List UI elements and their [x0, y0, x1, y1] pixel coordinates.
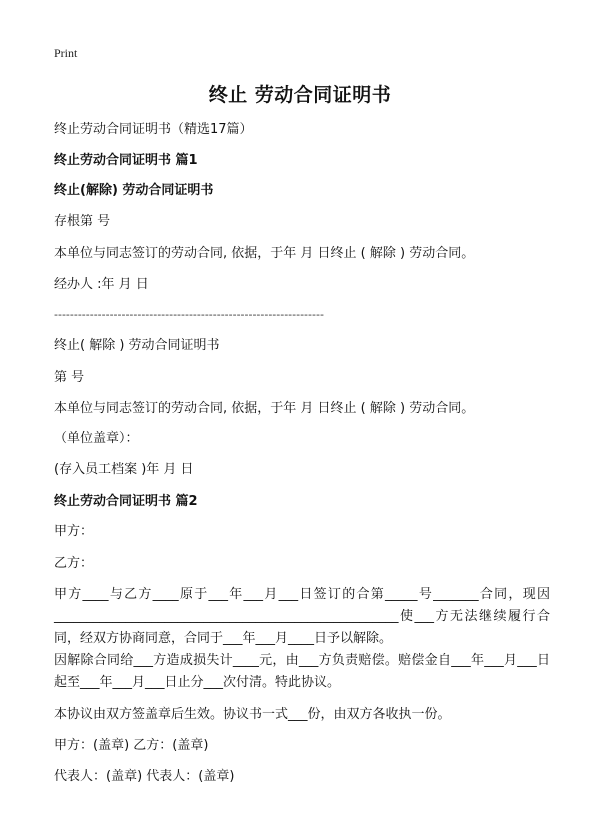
section2-heading: 终止劳动合同证明书 篇2 — [54, 494, 198, 509]
compensation-paragraph: 因解除合同给___方造成损失计____元，由___方负责赔偿。赔偿金自___年___月___日起至___年___月___日止分___次付清。特此协议。 — [54, 653, 550, 690]
signature-parties-line: 甲方：(盖章) 乙方：(盖章) — [54, 738, 209, 753]
agreement-effect-paragraph: 本协议由双方签盖章后生效。协议书一式___份，由双方各收执一份。 — [54, 707, 451, 722]
contract-termination-paragraph: 甲方____与乙方____原于___年___月___日签订的合第_____号_______合同，现因_____________________________________________________使___方无法继续履行合同，经双方协商同意，合同于___年___月____日予以解除。 — [54, 587, 550, 646]
stub-number: 存根第 号 — [54, 214, 111, 229]
handler-line: 经办人 :年 月 日 — [54, 277, 149, 292]
section1-subheading: 终止(解除) 劳动合同证明书 — [54, 183, 214, 198]
archive-line: (存入员工档案 )年 月 日 — [54, 462, 194, 477]
party-b-line: 乙方： — [54, 556, 94, 571]
certificate-heading: 终止( 解除 ) 劳动合同证明书 — [54, 338, 220, 353]
section1-heading: 终止劳动合同证明书 篇1 — [54, 153, 198, 168]
stub-body: 本单位与同志签订的劳动合同, 依据，于年 月 日终止 ( 解除 ) 劳动合同。 — [54, 246, 475, 261]
document-subtitle: 终止劳动合同证明书（精选17篇） — [54, 122, 253, 137]
certificate-number: 第 号 — [54, 370, 85, 385]
divider-line: -------------------------------------------------------------------- — [54, 308, 324, 321]
unit-seal-line: （单位盖章）： — [54, 431, 139, 446]
certificate-body: 本单位与同志签订的劳动合同, 依据，于年 月 日终止 ( 解除 ) 劳动合同。 — [54, 401, 475, 416]
signature-representatives-line: 代表人：(盖章) 代表人：(盖章) — [54, 769, 235, 784]
document-title: 终止 劳动合同证明书 — [208, 84, 392, 106]
print-label: Print — [54, 46, 78, 60]
party-a-line: 甲方： — [54, 524, 94, 539]
